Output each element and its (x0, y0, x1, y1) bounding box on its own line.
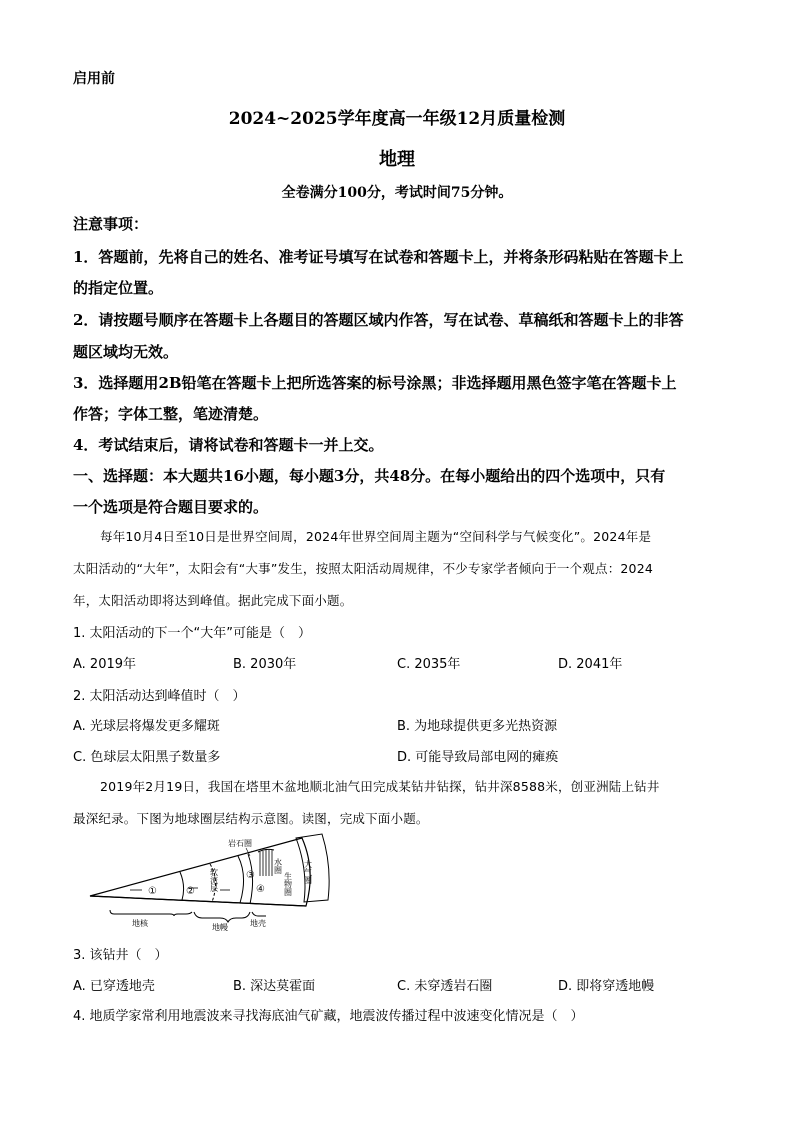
earth-layers-diagram (70, 830, 340, 935)
question-2-option-c: C. 色球层太阳黑子数量多 (73, 750, 221, 765)
exam-info: 全卷满分100分，考试时间75分钟。 (281, 185, 513, 201)
marker-2: ② (186, 886, 195, 897)
label-lithosphere: 岩石圈 (228, 839, 252, 848)
notice-line: 2．请按题号顺序在答题卡上各题目的答题区域内作答，写在试卷、草稿纸和答题卡上的非答 (73, 311, 684, 329)
crust-hatching (260, 850, 272, 876)
question-3-stem: 3. 该钻井（ ） (73, 948, 168, 963)
question-2-option-b: B. 为地球提供更多光热资源 (397, 719, 558, 734)
notice-line: 1．答题前，先将自己的姓名、准考证号填写在试卷和答题卡上，并将条形码粘贴在答题卡上 (73, 248, 684, 266)
document-status-label: 启用前 (73, 71, 115, 87)
label-asthenosphere: 软流层 (209, 868, 219, 892)
atmosphere-band (296, 834, 329, 902)
core-boundary (180, 872, 184, 900)
question-4-stem: 4. 地质学家常利用地震波来寻找海底油气矿藏，地震波传播过程中波速变化情况是（ ） (73, 1009, 584, 1024)
label-hydrosphere: 水圈 (273, 858, 283, 874)
label-core: 地核 (132, 919, 148, 928)
label-biosphere: 生物圈 (283, 872, 293, 896)
question-2-option-d: D. 可能导致局部电网的瘫痪 (397, 750, 559, 765)
question-3-option-c: C. 未穿透岩石圈 (397, 979, 493, 994)
label-crust: 地壳 (250, 919, 266, 928)
subject-title: 地理 (379, 149, 415, 170)
marker-3: ③ (246, 870, 255, 881)
question-1-stem: 1. 太阳活动的下一个“大年”可能是（ ） (73, 626, 312, 641)
question-2-stem: 2. 太阳活动达到峰值时（ ） (73, 689, 246, 704)
marker-4: ④ (256, 884, 265, 895)
notice-line: 的指定位置。 (73, 279, 164, 297)
question-1-option-c: C. 2035年 (397, 657, 461, 672)
passage-line: 每年10月4日至10日是世界空间周，2024年世界空间周主题为“空间科学与气候变化”。2024年是 (100, 529, 652, 544)
section-heading: 一、选择题：本大题共16小题，每小题3分，共48分。在每小题给出的四个选项中，只有 (73, 467, 666, 485)
passage-line: 年，太阳活动即将达到峰值。据此完成下面小题。 (73, 593, 353, 608)
notice-line: 题区域均无效。 (73, 343, 179, 361)
section-heading: 一个选项是符合题目要求的。 (73, 498, 269, 516)
marker-1: ① (148, 886, 157, 897)
question-3-option-d: D. 即将穿透地幔 (558, 979, 655, 994)
question-2-option-a: A. 光球层将爆发更多耀斑 (73, 719, 220, 734)
question-3-option-b: B. 深达莫霍面 (233, 979, 316, 994)
passage-line: 太阳活动的“大年”，太阳会有“大事”发生，按照太阳活动周规律，不少专家学者倾向于一个观点：2024 (73, 561, 654, 576)
question-1-option-d: D. 2041年 (558, 657, 623, 672)
passage-line: 最深纪录。下图为地球圈层结构示意图。读图，完成下面小题。 (73, 811, 429, 826)
passage-line: 2019年2月19日，我国在塔里木盆地顺北油气田完成某钻井钻探，钻井深8588米，创亚洲陆上钻井 (100, 779, 660, 794)
exam-title: 2024~2025学年度高一年级12月质量检测 (228, 109, 566, 129)
notice-line: 作答；字体工整，笔迹清楚。 (73, 405, 269, 423)
wedge-baseline (90, 896, 306, 906)
notice-line: 3．选择题用2B铅笔在答题卡上把所选答案的标号涂黑；非选择题用黑色签字笔在答题卡上 (73, 374, 677, 392)
question-1-option-a: A. 2019年 (73, 657, 137, 672)
label-mantle: 地幔 (212, 923, 228, 932)
notice-heading: 注意事项： (73, 215, 149, 233)
asthenosphere-boundary (238, 856, 244, 903)
notice-line: 4．考试结束后，请将试卷和答题卡一并上交。 (73, 436, 384, 454)
question-3-option-a: A. 已穿透地壳 (73, 979, 155, 994)
label-atmosphere: 大气圈 (303, 860, 313, 884)
question-1-option-b: B. 2030年 (233, 657, 297, 672)
